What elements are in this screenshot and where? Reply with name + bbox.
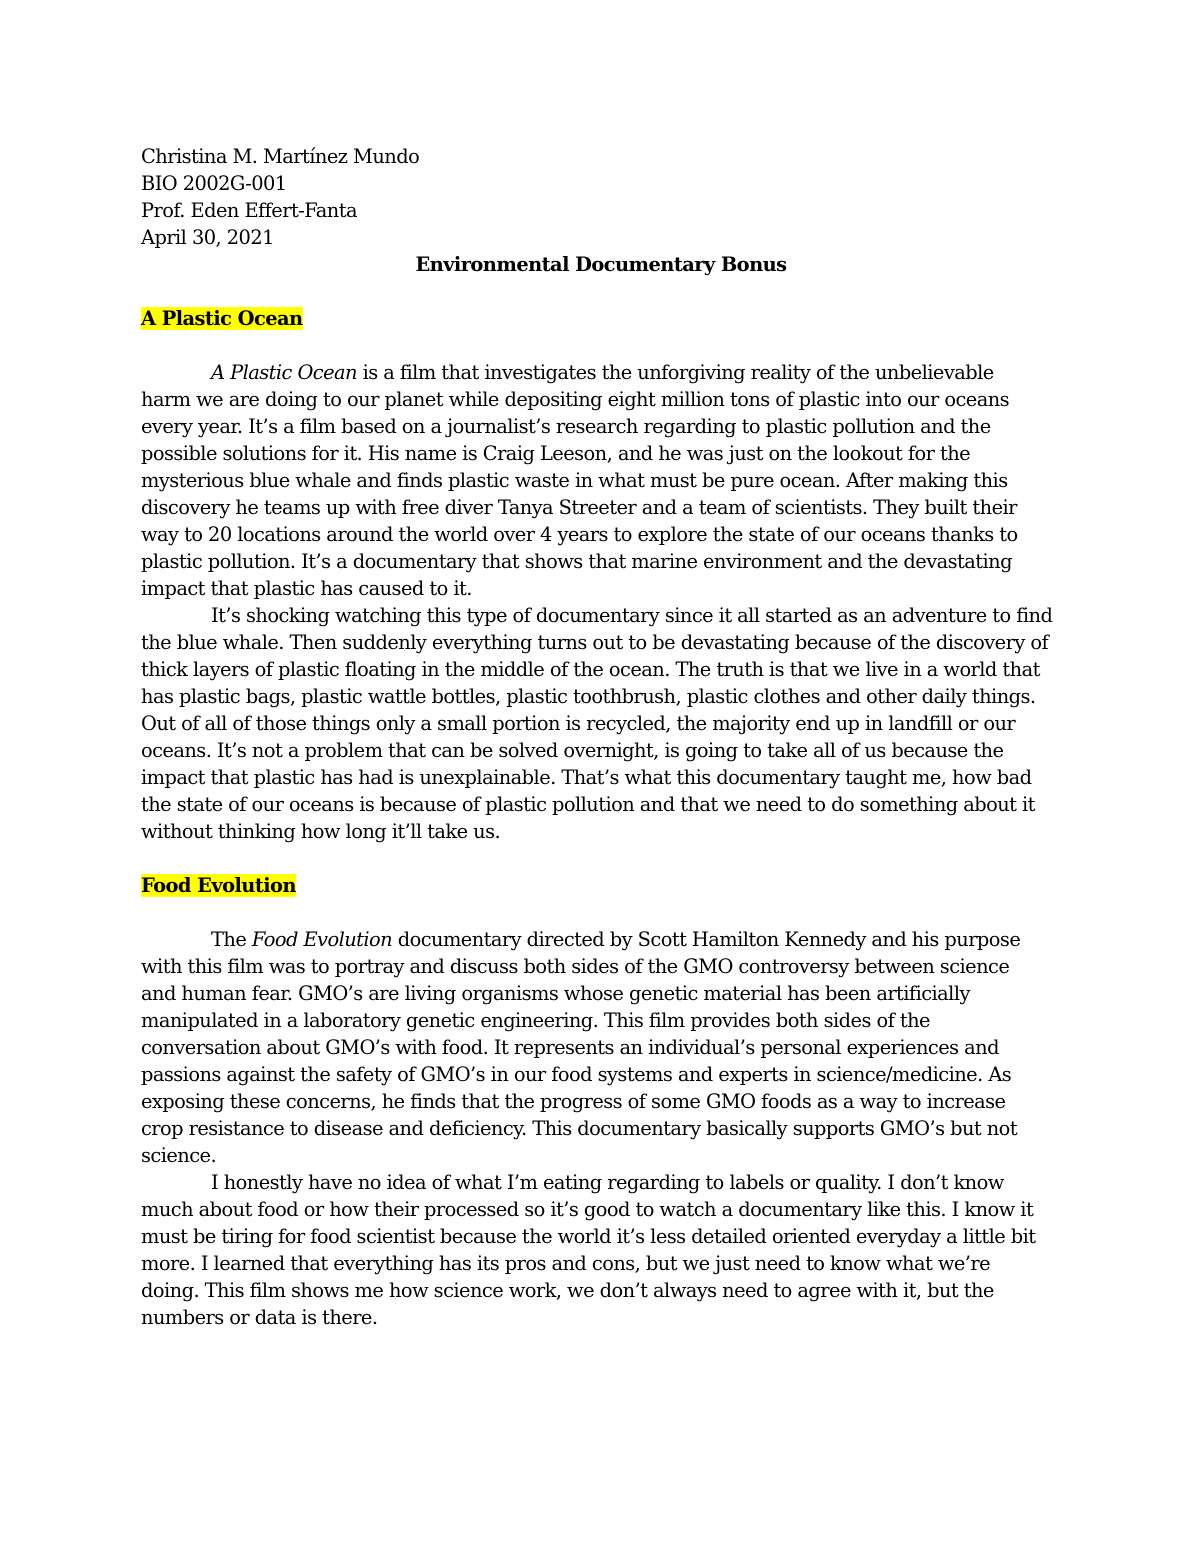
- paragraph-line: exposing these concerns, he finds that the progress of some GMO foods as a way to increase: [141, 1090, 1006, 1113]
- paragraph-line: impact that plastic has had is unexplainable. That’s what this documentary taught me, how bad: [141, 766, 1032, 789]
- paragraph-line: crop resistance to disease and deficiency. This documentary basically supports GMO’s but not: [141, 1117, 1018, 1140]
- paragraph-line: A Plastic Ocean is a film that investigates the unforgiving reality of the unbelievable: [211, 361, 994, 384]
- paragraph-line: way to 20 locations around the world over 4 years to explore the state of our oceans thanks to: [141, 523, 1018, 546]
- paragraph-line: discovery he teams up with free diver Tanya Streeter and a team of scientists. They built their: [141, 496, 1017, 519]
- paragraph-line: more. I learned that everything has its pros and cons, but we just need to know what we’re: [141, 1252, 991, 1275]
- paragraph-line: mysterious blue whale and finds plastic waste in what must be pure ocean. After making this: [141, 469, 1008, 492]
- paragraph-line: with this film was to portray and discuss both sides of the GMO controversy between science: [141, 955, 1010, 978]
- professor-name: Prof. Eden Effert-Fanta: [141, 199, 357, 222]
- heading-highlight: Food Evolution: [141, 874, 296, 897]
- paragraph-plastic-ocean-reflection: [141, 602, 1066, 845]
- paragraph-line: plastic pollution. It’s a documentary that shows that marine environment and the devastating: [141, 550, 1012, 573]
- paragraph-line: impact that plastic has caused to it.: [141, 577, 472, 600]
- paragraph-line: the state of our oceans is because of plastic pollution and that we need to do something about it: [141, 793, 1035, 816]
- paragraph-line: without thinking how long it’ll take us.: [141, 820, 501, 843]
- submission-date: April 30, 2021: [141, 226, 274, 249]
- paragraph-line: has plastic bags, plastic wattle bottles, plastic toothbrush, plastic clothes and other daily things.: [141, 685, 1036, 708]
- paragraph-line: harm we are doing to our planet while depositing eight million tons of plastic into our oceans: [141, 388, 1010, 411]
- paragraph-line: every year. It’s a film based on a journalist’s research regarding to plastic pollution and the: [141, 415, 991, 438]
- paragraph-food-evolution-summary: [141, 926, 1066, 1169]
- author-name: Christina M. Martínez Mundo: [141, 145, 420, 168]
- paragraph-line: much about food or how their processed so it’s good to watch a documentary like this. I know it: [141, 1198, 1034, 1221]
- document-body: [141, 143, 1066, 1331]
- document-title: Environmental Documentary Bonus: [415, 253, 787, 276]
- paragraph-line: thick layers of plastic floating in the middle of the ocean. The truth is that we live in a world that: [141, 658, 1040, 681]
- section-heading: [141, 305, 1066, 332]
- paragraph-plastic-ocean-summary: [141, 359, 1066, 602]
- paragraph-line: It’s shocking watching this type of documentary since it all started as an adventure to find: [211, 604, 1053, 627]
- paragraph-line: oceans. It’s not a problem that can be solved overnight, is going to take all of us because the: [141, 739, 1004, 762]
- paragraph-line: and human fear. GMO’s are living organisms whose genetic material has been artificially: [141, 982, 970, 1005]
- section-plastic-ocean: [141, 305, 1066, 845]
- paragraph-line: The Food Evolution documentary directed by Scott Hamilton Kennedy and his purpose: [211, 928, 1021, 951]
- paragraph-line: passions against the safety of GMO’s in our food systems and experts in science/medicine. As: [141, 1063, 1012, 1086]
- paragraph-food-evolution-reflection: [141, 1169, 1066, 1331]
- paragraph-line: must be tiring for food scientist because the world it’s less detailed oriented everyday a little bit: [141, 1225, 1036, 1248]
- heading-highlight: A Plastic Ocean: [141, 307, 303, 330]
- film-title-italic: A Plastic Ocean: [211, 361, 357, 384]
- paragraph-line: numbers or data is there.: [141, 1306, 378, 1329]
- paragraph-line: Out of all of those things only a small portion is recycled, the majority end up in landfill or our: [141, 712, 1016, 735]
- paragraph-line: science.: [141, 1144, 217, 1167]
- paragraph-line: manipulated in a laboratory genetic engineering. This film provides both sides of the: [141, 1009, 930, 1032]
- section-food-evolution: [141, 872, 1066, 1331]
- paragraph-line: doing. This film shows me how science work, we don’t always need to agree with it, but the: [141, 1279, 994, 1302]
- section-heading: [141, 872, 1066, 899]
- paragraph-line: conversation about GMO’s with food. It represents an individual’s personal experiences and: [141, 1036, 999, 1059]
- paragraph-line: possible solutions for it. His name is Craig Leeson, and he was just on the lookout for the: [141, 442, 971, 465]
- course-code: BIO 2002G-001: [141, 172, 287, 195]
- film-title-italic: Food Evolution: [251, 928, 393, 951]
- paragraph-line: the blue whale. Then suddenly everything turns out to be devastating because of the discovery of: [141, 631, 1049, 654]
- paragraph-line: I honestly have no idea of what I’m eating regarding to labels or quality. I don’t know: [211, 1171, 1004, 1194]
